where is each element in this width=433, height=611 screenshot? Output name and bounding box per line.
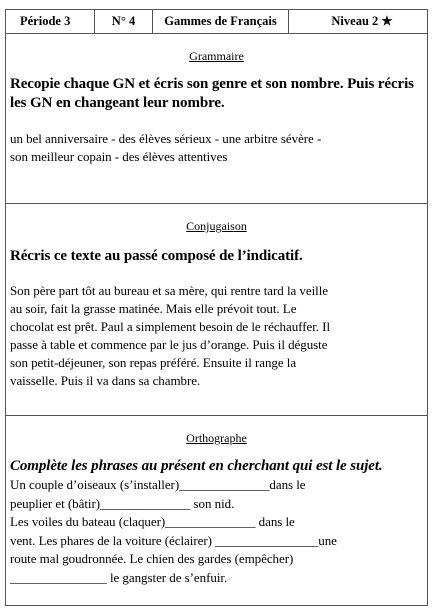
instruction-grammaire: Recopie chaque GN et écris son genre et son nombre. Puis récris les GN en changeant leur nombre. <box>10 76 414 111</box>
section-orthographe <box>6 417 427 605</box>
section-title-grammaire: Grammaire <box>189 49 244 63</box>
section-title-orthographe: Orthographe <box>186 431 247 445</box>
section-title-conjugaison: Conjugaison <box>186 219 247 233</box>
exercise-text-orthographe: Un couple d’oiseaux (s’installer)______________dans le peuplier et (bâtir)______________ son nid. Les voiles du bateau (claquer)______________ dans le vent. Les phares de la voiture (éclairer) ________________une route mal goudronnée. Le chien des gardes (empêcher) _______________ le gangster de s’enfuir. <box>10 477 337 585</box>
instruction-orthographe: Complète les phrases au présent en cherchant qui est le sujet. <box>10 458 383 474</box>
exercise-text-grammaire: un bel anniversaire - des élèves sérieux - une arbitre sévère - son meilleur copain - des élèves attentives <box>10 131 322 164</box>
section-grammaire <box>6 35 427 204</box>
header-niveau: Niveau 2 ★ <box>331 14 393 28</box>
header-titre: Gammes de Français <box>153 10 289 33</box>
exercise-text-conjugaison: Son père part tôt au bureau et sa mère, qui rentre tard la veille au soir, fait la grasse matinée. Mais elle prévoit tout. Le chocolat est prêt. Paul a simplement besoin de le réchauffer. Il passe à table et commence par le jus d’orange. Puis il déguste son petit-déjeuner, son repas préféré. Ensuite il range la vaisselle. Puis il va dans sa chambre. <box>10 283 331 388</box>
section-conjugaison <box>6 205 427 416</box>
header-numero: N° 4 <box>95 10 153 33</box>
header-periode: Période 3 <box>6 10 95 33</box>
exercise-sheet <box>5 9 428 606</box>
instruction-conjugaison: Récris ce texte au passé composé de l’indicatif. <box>10 248 303 264</box>
header-bar <box>6 10 427 34</box>
